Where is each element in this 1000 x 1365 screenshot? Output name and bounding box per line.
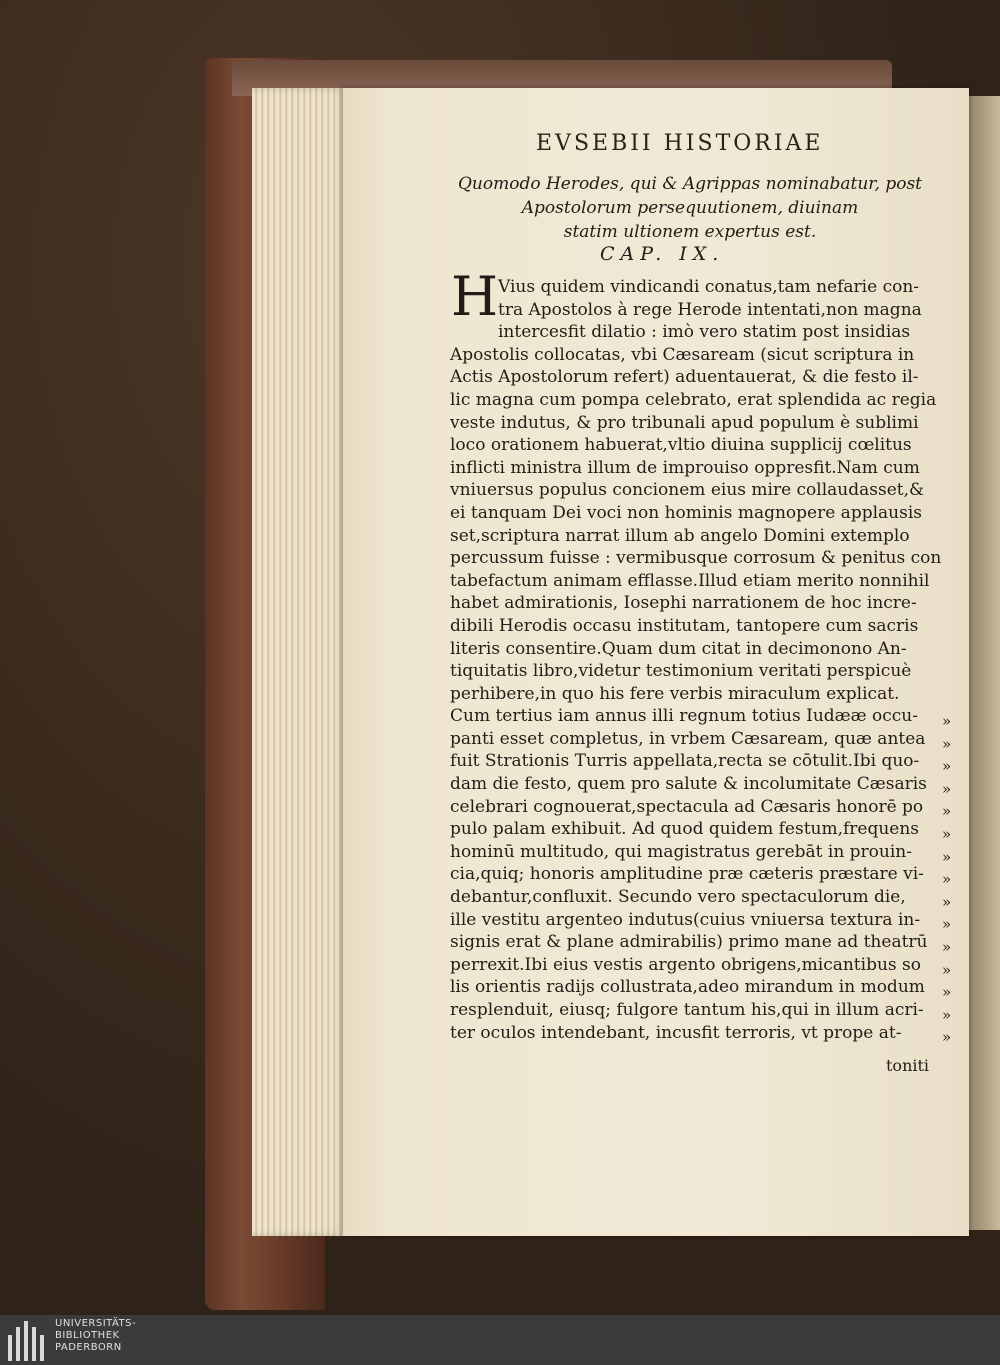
text-line: vniuersus populus concionem eius mire collaudasset,& xyxy=(450,480,925,501)
page-stack xyxy=(252,88,347,1236)
text-line: Apostolis collocatas, vbi Cæsaream (sicut scriptura in xyxy=(450,344,915,365)
text-line: perhibere,in quo his fere verbis miraculum explicat. xyxy=(450,683,900,704)
quote-mark: » xyxy=(942,824,952,843)
body-text xyxy=(450,276,960,1044)
text-line: percussum fuisse : vermibusque corrosum & penitus con xyxy=(450,548,942,569)
text-line: cia,quiq; honoris amplitudine præ cæteris præstare vi- xyxy=(450,864,924,885)
quote-mark: » xyxy=(942,1028,952,1047)
text-line: Cum tertius iam annus illi regnum totius Iudææ occu- xyxy=(450,706,918,727)
quote-mark: » xyxy=(942,734,952,753)
quote-mark: » xyxy=(942,779,952,798)
text-line: lic magna cum pompa celebrato, erat splendida ac regia xyxy=(450,389,937,410)
quote-mark: » xyxy=(942,892,952,911)
text-line: celebrari cognouerat,spectacula ad Cæsaris honorē po xyxy=(450,796,924,817)
library-name-line: BIBLIOTHEK xyxy=(55,1330,120,1341)
library-name-line: UNIVERSITÄTS- xyxy=(55,1318,137,1329)
text-line: loco orationem habuerat,vltio diuina supplicij cœlitus xyxy=(450,435,912,456)
text-line: habet admirationis, Iosephi narrationem de hoc incre- xyxy=(450,593,917,614)
text-line: ter oculos intendebant, incusfit terroris, vt prope at- xyxy=(450,1022,902,1043)
text-line: veste indutus, & pro tribunali apud populum è sublimi xyxy=(450,412,919,433)
text-line: signis erat & plane admirabilis) primo mane ad theatrū xyxy=(450,932,928,953)
text-line: tra Apostolos à rege Herode intentati,non magna xyxy=(498,299,922,320)
library-name xyxy=(55,1318,136,1354)
running-head: EVSEBII HISTORIAE xyxy=(536,131,824,156)
text-line: ei tanquam Dei voci non hominis magnopere applausis xyxy=(450,502,922,523)
text-line: tabefactum animam efflasse.Illud etiam merito nonnihil xyxy=(450,570,930,591)
text-line: inflicti ministra illum de improuiso oppresfit.Nam cum xyxy=(450,457,920,478)
chapter-title xyxy=(430,172,950,244)
drop-initial: H xyxy=(451,265,499,328)
text-line: tiquitatis libro,videtur testimonium veritati perspicuè xyxy=(450,661,912,682)
facing-page-edge xyxy=(964,96,1000,1230)
quote-mark: » xyxy=(942,757,952,776)
library-logo-icon xyxy=(8,1319,48,1361)
library-footer-bar xyxy=(0,1315,1000,1365)
text-line: panti esset completus, in vrbem Cæsaream, quæ antea xyxy=(450,728,926,749)
text-line: hominū multitudo, qui magistratus gerebāt in prouin- xyxy=(450,841,912,862)
library-name-line: PADERBORN xyxy=(55,1342,122,1353)
quote-mark: » xyxy=(942,983,952,1002)
quote-mark: » xyxy=(942,915,952,934)
text-line: Actis Apostolorum refert) aduentauerat, & die festo il- xyxy=(450,367,919,388)
catchword: toniti xyxy=(886,1056,930,1075)
chapter-title-line: Quomodo Herodes, qui & Agrippas nominabatur, post xyxy=(457,174,923,194)
quote-mark: » xyxy=(942,870,952,889)
chapter-number: CAP. IX. xyxy=(600,243,725,265)
text-line: literis consentire.Quam dum citat in decimonono An- xyxy=(450,638,907,659)
chapter-title-line: statim ultionem expertus est. xyxy=(563,222,817,242)
quote-mark: » xyxy=(942,937,952,956)
chapter-title-line: Apostolorum persequutionem, diuinam xyxy=(521,198,859,218)
text-line: ille vestitu argenteo indutus(cuius vniuersa textura in- xyxy=(450,909,921,930)
text-line: resplenduit, eiusq; fulgore tantum his,qui in illum acri- xyxy=(450,1000,924,1020)
quote-mark: » xyxy=(942,712,952,730)
text-line: pulo palam exhibuit. Ad quod quidem festum,frequens xyxy=(450,819,920,840)
text-line: debantur,confluxit. Secundo vero spectaculorum die, xyxy=(450,887,906,908)
text-line: perrexit.Ibi eius vestis argento obrigens,micantibus so xyxy=(450,954,921,975)
text-line: dibili Herodis occasu institutam, tantopere cum sacris xyxy=(450,615,919,636)
text-line: fuit Strationis Turris appellata,recta se cōtulit.Ibi quo- xyxy=(450,751,920,772)
marginal-quote-marks xyxy=(942,710,958,1049)
text-line: set,scriptura narrat illum ab angelo Domini extemplo xyxy=(450,525,910,546)
quote-mark: » xyxy=(942,802,952,821)
quote-mark: » xyxy=(942,847,952,866)
text-line: lis orientis radijs collustrata,adeo mirandum in modum xyxy=(450,977,925,998)
quote-mark: » xyxy=(942,1005,952,1024)
quote-mark: » xyxy=(942,960,952,979)
text-line: Vius quidem vindicandi conatus,tam nefarie con- xyxy=(498,277,920,297)
text-line: intercesfit dilatio : imò vero statim post insidias xyxy=(498,322,911,343)
text-line: dam die festo, quem pro salute & incolumitate Cæsaris xyxy=(450,774,927,795)
